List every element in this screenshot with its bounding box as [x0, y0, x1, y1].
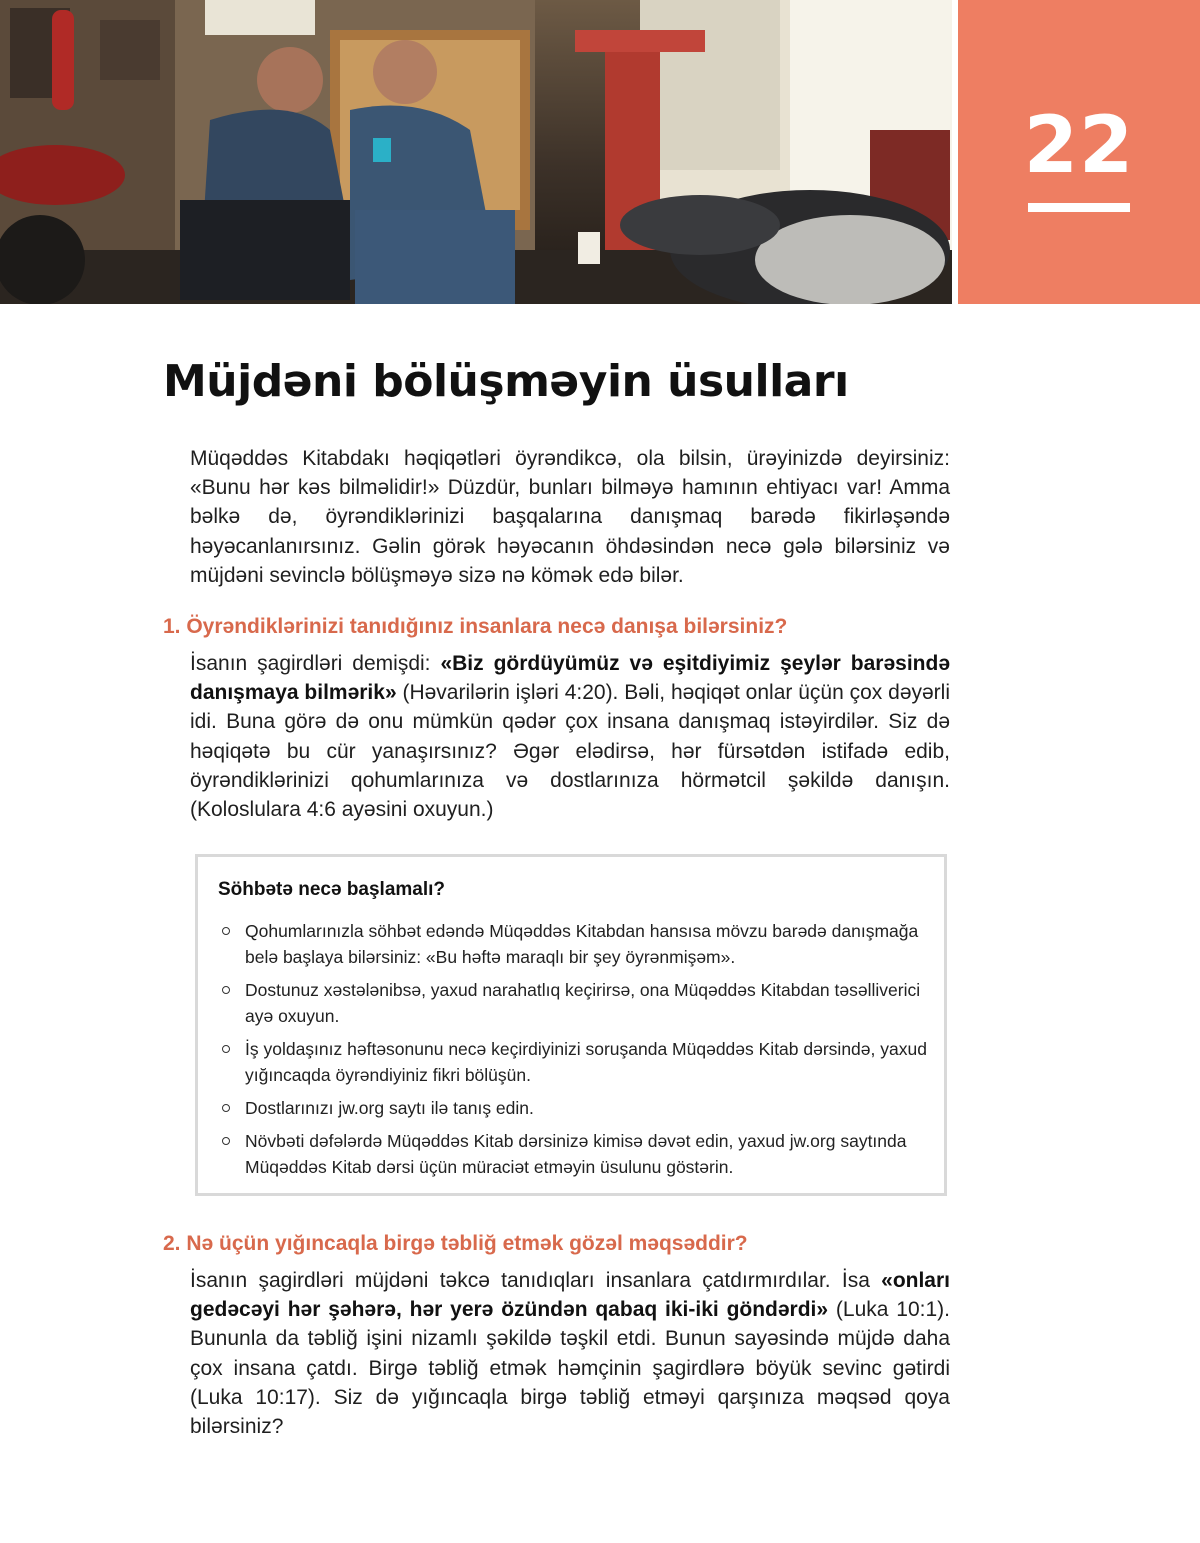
circle-bullet-icon [222, 1045, 230, 1053]
section-1-text-start: İsanın şagirdləri demişdi: [190, 652, 441, 675]
list-item-text: Növbəti dəfələrdə Müqəddəs Kitab dərsinizə kimisə dəvət edin, yaxud jw.org saytında Müqəddəs Kitab dərsi üçün müraciət etməyin üsulunu göstərin. [245, 1131, 907, 1177]
section-2-quote: «onları gedəcəyi hər şəhərə, hər yerə özündən qabaq iki-iki göndərdi» [190, 1269, 950, 1322]
list-item-text: Dostlarınızı jw.org saytı ilə tanış edin. [245, 1098, 534, 1118]
section-1-text-end: (Həvarilərin işləri 4:20). Bəli, həqiqət onlar üçün çox dəyərli idi. Buna görə də onu mümkün qədər çox insana danışmaq istəyirdilər. Siz də həqiqətə bu cür yanaşırsınız? Əgər elədirsə, hər fürsətdən istifadə edib, öyrəndiklərinizi qohumlarınıza və dostlarınıza hörmətcil şəkildə danışın. (Koloslulara 4:6 ayəsini oxuyun.) [190, 681, 950, 822]
lesson-number: 22 [1023, 101, 1135, 191]
list-item-text: İş yoldaşınız həftəsonunu necə keçirdiyinizi soruşanda Müqəddəs Kitab dərsində, yaxud yığıncaqda öyrəndiyiniz fikri bölüşün. [245, 1039, 927, 1085]
section-1-heading: 1. Öyrəndiklərinizi tanıdığınız insanlara necə danışa bilərsiniz? [163, 615, 788, 638]
section-2-paragraph [190, 1266, 950, 1441]
callout-title: Söhbətə necə başlamalı? [218, 879, 446, 900]
intro-paragraph: Müqəddəs Kitabdakı həqiqətləri öyrəndikcə, ola bilsin, ürəyinizdə deyirsiniz: «Bunu hər kəs bilməlidir!» Düzdür, bunları bilməyə hamının ehtiyacı var! Amma bəlkə də, öyrəndiklərinizi başqalarına danışmaq barədə fikirləşəndə həyəcanlanırsınız. Gəlin görək həyəcanın öhdəsindən necə gələ bilərsiniz və müjdəni sevinclə bölüşməyə sizə nə kömək edə bilər. [190, 447, 950, 587]
list-item-text: Qohumlarınızla söhbət edəndə Müqəddəs Kitabdan hansısa mövzu barədə danışmağa belə başlaya bilərsiniz: «Bu həftə maraqlı bir şey öyrənmişəm». [245, 921, 919, 967]
section-2-heading: 2. Nə üçün yığıncaqla birgə təbliğ etmək gözəl məqsəddir? [163, 1232, 748, 1255]
section-1-paragraph [190, 649, 950, 824]
circle-bullet-icon [222, 1104, 230, 1112]
section-2-text-start: İsanın şagirdləri müjdəni təkcə tanıdıqları insanlara çatdırmırdılar. İsa [190, 1269, 882, 1292]
page-title: Müjdəni bölüşməyin üsulları [163, 356, 849, 407]
conversation-tips-box [195, 854, 947, 1196]
list-item [218, 1036, 928, 1088]
list-item [218, 977, 928, 1029]
list-item-text: Dostunuz xəstələnibsə, yaxud narahatlıq keçirirsə, ona Müqəddəs Kitabdan təsəlliverici ayə oxuyun. [245, 980, 921, 1026]
lesson-divider [1028, 203, 1130, 212]
list-item [218, 1128, 928, 1180]
circle-bullet-icon [222, 1137, 230, 1145]
circle-bullet-icon [222, 927, 230, 935]
list-item [218, 1095, 928, 1121]
section-1-quote: «Biz gördüyümüz və eşitdiyimiz şeylər barəsində danışmaya bilmərik» [190, 652, 951, 705]
circle-bullet-icon [222, 986, 230, 994]
header-photo [0, 0, 952, 304]
section-2-text-end: (Luka 10:1). Bununla da təbliğ işini nizamlı şəkildə təşkil etdi. Bunun sayəsində müjdə daha çox insana çatdı. Birgə təbliğ etmək həmçinin şagirdlərə böyük sevinc gətirdi (Luka 10:17). Siz də yığıncaqla birgə təbliğ etməyi qarşınıza məqsəd qoya bilərsiniz? [190, 1298, 950, 1439]
tips-list [218, 918, 928, 1187]
list-item [218, 918, 928, 970]
lesson-number-box [958, 0, 1200, 304]
